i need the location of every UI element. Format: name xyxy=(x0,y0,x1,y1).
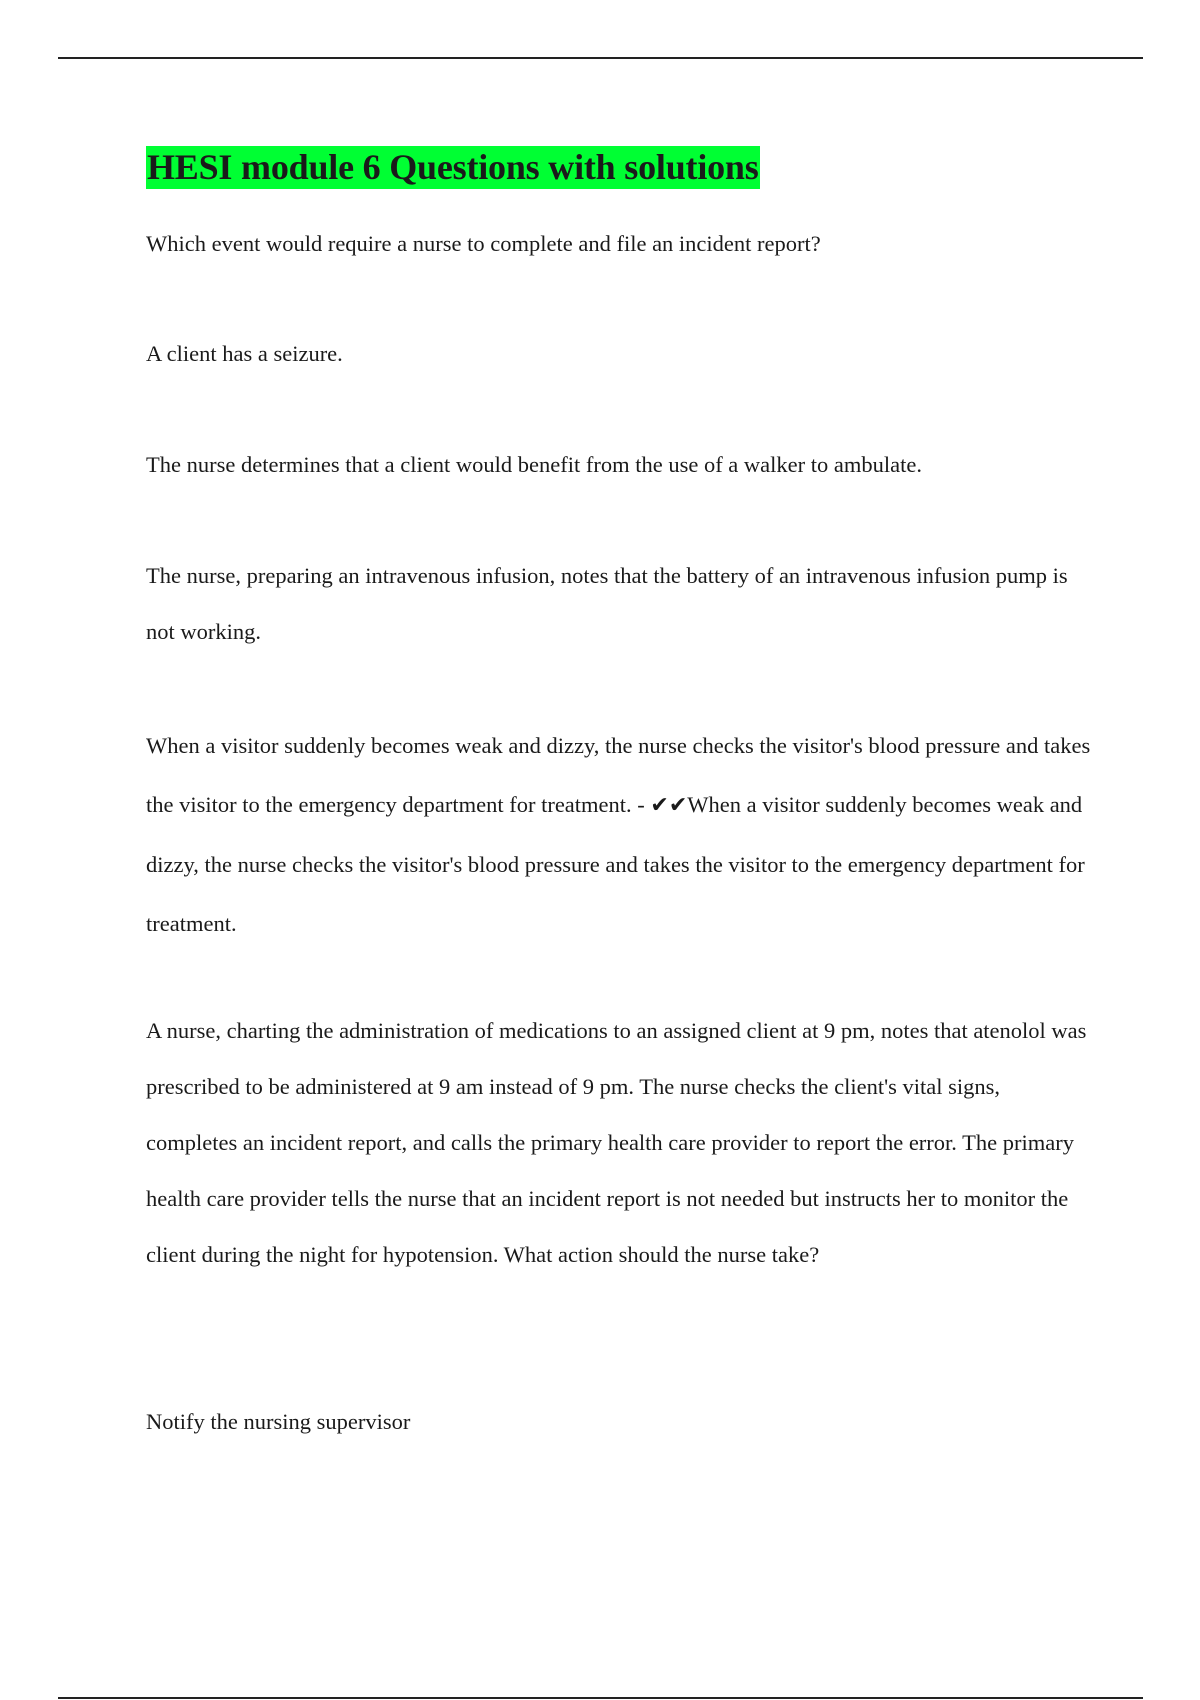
question-1-answer: When a visitor suddenly becomes weak and dizzy, the nurse checks the visitor's blood pressure and takes the visitor to the emergency department for treatment. xyxy=(146,792,1085,936)
page-content xyxy=(146,146,1096,1434)
question-1-option-4: When a visitor suddenly becomes weak and dizzy, the nurse checks the visitor's blood pressure and takes the visitor to the emergency department for treatment. xyxy=(146,733,1091,817)
question-1-option-1: A client has a seizure. xyxy=(146,341,343,366)
answer-separator: - xyxy=(631,792,651,817)
question-2-answer: Notify the nursing supervisor xyxy=(146,1409,411,1434)
question-2-prompt: A nurse, charting the administration of medications to an assigned client at 9 pm, notes that atenolol was prescribed to be administered at 9 am instead of 9 pm. The nurse checks the client's vital signs, completes an incident report, and calls the primary health care provider to report the error. The primary health care provider tells the nurse that an incident report is not needed but instructs her to monitor the client during the night for hypotension. What action should the nurse take? xyxy=(146,1018,1087,1267)
question-1-option-4-with-answer xyxy=(146,716,1096,953)
question-1-option-3: The nurse, preparing an intravenous infusion, notes that the battery of an intravenous infusion pump is not working. xyxy=(146,563,1068,644)
question-1-prompt: Which event would require a nurse to complete and file an incident report? xyxy=(146,231,821,256)
check-mark-icon: ✔✔ xyxy=(650,793,688,818)
top-rule xyxy=(58,57,1143,59)
question-1-option-2: The nurse determines that a client would benefit from the use of a walker to ambulate. xyxy=(146,452,922,477)
bottom-rule xyxy=(58,1697,1143,1699)
document-title: HESI module 6 Questions with solutions xyxy=(147,147,759,187)
